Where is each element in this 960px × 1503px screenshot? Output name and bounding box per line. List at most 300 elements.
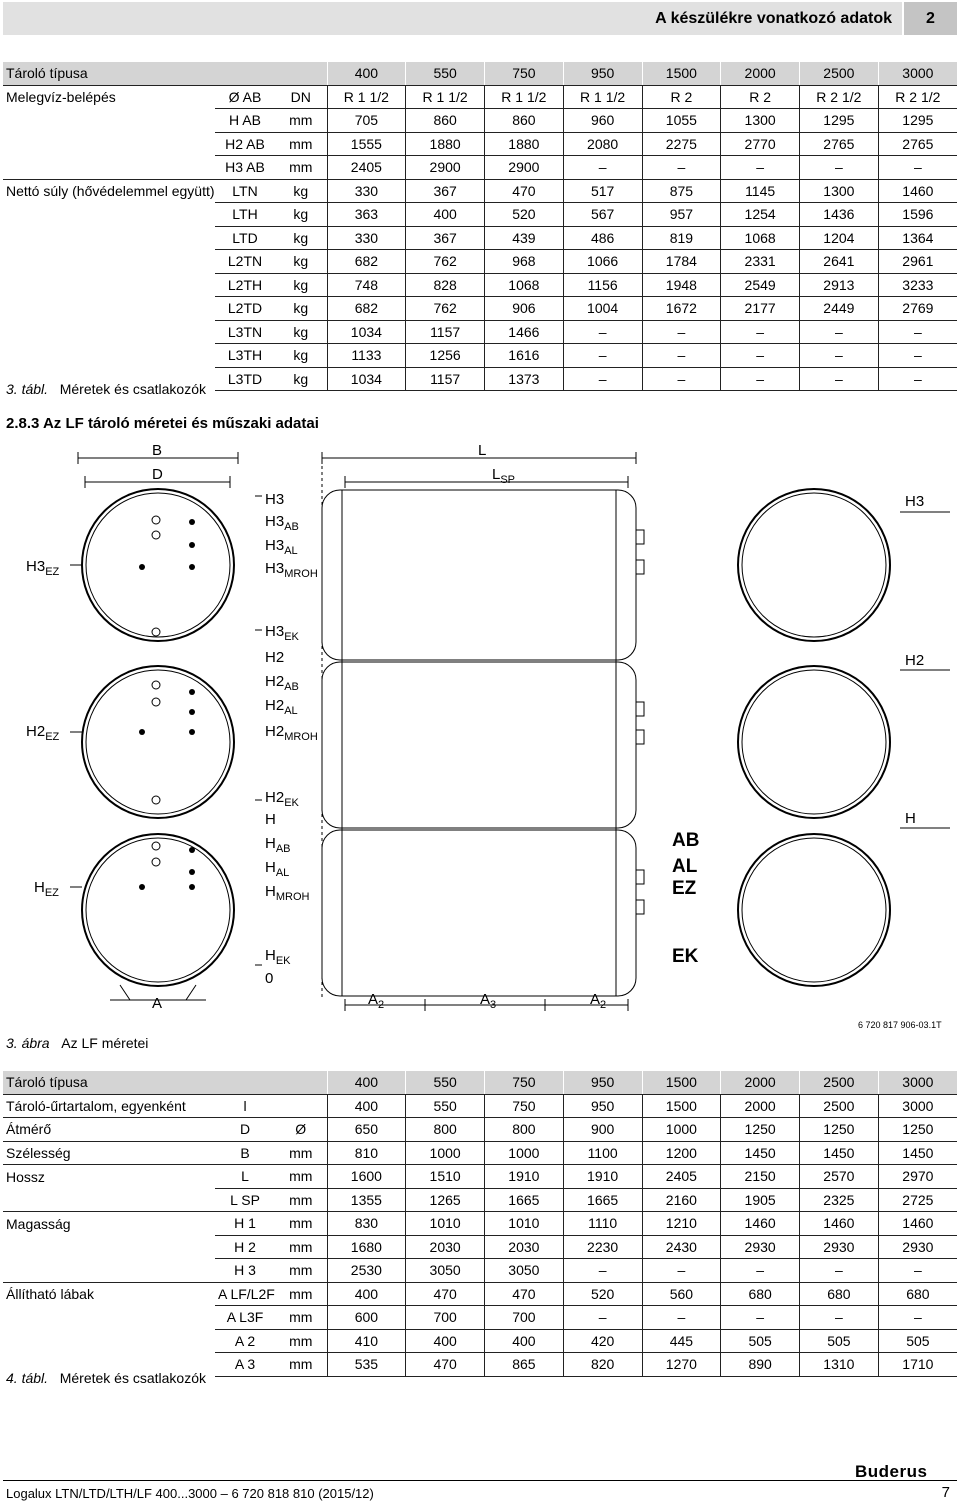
- cell-value: 2331: [721, 250, 800, 274]
- cell-value: 1460: [721, 1212, 800, 1236]
- cell-value: 1250: [721, 1118, 800, 1142]
- cell-value: –: [642, 320, 721, 344]
- cell-value: 680: [721, 1282, 800, 1306]
- cell-value: 1460: [878, 179, 957, 203]
- row-label: Hossz: [3, 1165, 215, 1189]
- row-symbol: L3TH: [215, 344, 275, 368]
- cell-value: R 2: [721, 85, 800, 109]
- label-h2ez: $H2_{EZ}$: [26, 723, 60, 743]
- table-row: [3, 1118, 957, 1142]
- cell-value: 400: [327, 1094, 406, 1118]
- row-unit: kg: [275, 226, 327, 250]
- cell-value: 2000: [721, 1094, 800, 1118]
- row-unit: kg: [275, 250, 327, 274]
- row-unit: mm: [275, 1259, 327, 1283]
- cell-value: 3233: [878, 273, 957, 297]
- cell-value: –: [642, 344, 721, 368]
- cell-value: 410: [327, 1329, 406, 1353]
- cell-value: 1068: [721, 226, 800, 250]
- cell-value: –: [878, 1306, 957, 1330]
- cell-value: 2160: [642, 1188, 721, 1212]
- header-type-value: 1500: [642, 62, 721, 85]
- label-h3ab: $H3_{AB}$: [265, 513, 299, 533]
- header-type-value: 550: [406, 1071, 485, 1094]
- header-type-value: 950: [563, 1071, 642, 1094]
- cell-value: 1295: [878, 109, 957, 133]
- cell-value: 505: [800, 1329, 879, 1353]
- cell-value: 470: [485, 179, 564, 203]
- cell-value: 2030: [485, 1235, 564, 1259]
- cell-value: 1157: [406, 320, 485, 344]
- label-side-ek: EK: [672, 946, 699, 967]
- cell-value: 420: [563, 1329, 642, 1353]
- cell-value: 1310: [800, 1353, 879, 1377]
- cell-value: –: [800, 344, 879, 368]
- figure-id: 6 720 817 906-03.1T: [858, 1020, 942, 1030]
- cell-value: –: [563, 367, 642, 391]
- row-unit: kg: [275, 297, 327, 321]
- table-row: [3, 297, 957, 321]
- cell-value: 1373: [485, 367, 564, 391]
- table-4-caption-number: 4. tábl.: [6, 1370, 49, 1386]
- cell-value: 2930: [721, 1235, 800, 1259]
- row-symbol: L3TD: [215, 367, 275, 391]
- table-3-caption-number: 3. tábl.: [6, 381, 49, 397]
- header-title: A készülékre vonatkozó adatok: [3, 2, 902, 35]
- cell-value: 1880: [485, 132, 564, 156]
- row-symbol: H 2: [215, 1235, 275, 1259]
- table-row: [3, 1094, 957, 1118]
- cell-value: 1910: [485, 1165, 564, 1189]
- row-unit: mm: [275, 1165, 327, 1189]
- row-label: [3, 344, 215, 368]
- cell-value: –: [721, 1306, 800, 1330]
- header-type-label: Tároló típusa: [3, 62, 327, 85]
- cell-value: 1555: [327, 132, 406, 156]
- cell-value: 1910: [563, 1165, 642, 1189]
- cell-value: 445: [642, 1329, 721, 1353]
- row-symbol: LTN: [215, 179, 275, 203]
- cell-value: 700: [406, 1306, 485, 1330]
- cell-value: 1364: [878, 226, 957, 250]
- cell-value: 762: [406, 250, 485, 274]
- table-4-dimensions: [3, 1071, 957, 1377]
- cell-value: 1450: [800, 1141, 879, 1165]
- cell-value: 330: [327, 179, 406, 203]
- row-symbol: H3 AB: [215, 156, 275, 180]
- row-unit: kg: [275, 203, 327, 227]
- table-row: [3, 109, 957, 133]
- cell-value: 2177: [721, 297, 800, 321]
- cell-value: 1295: [800, 109, 879, 133]
- cell-value: 1254: [721, 203, 800, 227]
- label-right-h3: H3: [905, 493, 925, 510]
- table-4-caption: [6, 1370, 206, 1386]
- label-side-al: AL: [672, 856, 698, 877]
- label-h3: H3: [265, 491, 285, 508]
- cell-value: –: [563, 320, 642, 344]
- cell-value: 1436: [800, 203, 879, 227]
- label-h: H: [265, 811, 276, 828]
- cell-value: 2405: [642, 1165, 721, 1189]
- cell-value: 400: [406, 1329, 485, 1353]
- cell-value: 1500: [642, 1094, 721, 1118]
- row-symbol: H 3: [215, 1259, 275, 1283]
- label-hek: $H_{EK}$: [265, 947, 291, 967]
- cell-value: –: [878, 1259, 957, 1283]
- cell-value: 1204: [800, 226, 879, 250]
- cell-value: 2325: [800, 1188, 879, 1212]
- table-row: [3, 250, 957, 274]
- cell-value: 1665: [563, 1188, 642, 1212]
- cell-value: 2961: [878, 250, 957, 274]
- table-row: [3, 1329, 957, 1353]
- row-label: [3, 1259, 215, 1283]
- label-b: B: [152, 442, 163, 459]
- cell-value: 2230: [563, 1235, 642, 1259]
- lf-dimensions-drawing: [0, 440, 960, 1020]
- cell-value: 2150: [721, 1165, 800, 1189]
- cell-value: 1145: [721, 179, 800, 203]
- label-d: D: [152, 466, 163, 483]
- header-type-value: 400: [327, 62, 406, 85]
- row-unit: mm: [275, 1212, 327, 1236]
- row-unit: DN: [275, 85, 327, 109]
- table-row: [3, 1188, 957, 1212]
- label-side-ez: EZ: [672, 878, 697, 899]
- row-label: [3, 320, 215, 344]
- cell-value: –: [800, 156, 879, 180]
- cell-value: 1055: [642, 109, 721, 133]
- row-label: Nettó súly (hővédelemmel együtt): [3, 179, 215, 203]
- row-symbol: B: [215, 1141, 275, 1165]
- cell-value: 2500: [800, 1094, 879, 1118]
- label-right-h: H: [905, 810, 916, 827]
- cell-value: 705: [327, 109, 406, 133]
- cell-value: 330: [327, 226, 406, 250]
- cell-value: 1355: [327, 1188, 406, 1212]
- cell-value: 2530: [327, 1259, 406, 1283]
- cell-value: 1300: [721, 109, 800, 133]
- cell-value: 3000: [878, 1094, 957, 1118]
- cell-value: 1880: [406, 132, 485, 156]
- cell-value: R 2 1/2: [878, 85, 957, 109]
- cell-value: 1672: [642, 297, 721, 321]
- section-title: 2.8.3 Az LF tároló méretei és műszaki adatai: [6, 415, 319, 432]
- table-row: [3, 1212, 957, 1236]
- table-row: [3, 1165, 957, 1189]
- cell-value: 2449: [800, 297, 879, 321]
- cell-value: 1010: [485, 1212, 564, 1236]
- table-row: [3, 1306, 957, 1330]
- header-type-value: 3000: [878, 62, 957, 85]
- row-unit: mm: [275, 1282, 327, 1306]
- row-symbol: D: [215, 1118, 275, 1142]
- cell-value: –: [721, 320, 800, 344]
- label-hab: $H_{AB}$: [265, 835, 291, 855]
- row-symbol: H 1: [215, 1212, 275, 1236]
- cell-value: 828: [406, 273, 485, 297]
- cell-value: 470: [406, 1353, 485, 1377]
- header-type-value: 2000: [721, 62, 800, 85]
- cell-value: 3050: [406, 1259, 485, 1283]
- row-unit: mm: [275, 1306, 327, 1330]
- cell-value: R 1 1/2: [327, 85, 406, 109]
- cell-value: 960: [563, 109, 642, 133]
- cell-value: R 1 1/2: [563, 85, 642, 109]
- row-label: [3, 132, 215, 156]
- row-unit: kg: [275, 179, 327, 203]
- row-unit: mm: [275, 1188, 327, 1212]
- cell-value: –: [800, 320, 879, 344]
- cell-value: 1784: [642, 250, 721, 274]
- cell-value: 1450: [721, 1141, 800, 1165]
- table-4-caption-text: Méretek és csatlakozók: [59, 1370, 206, 1386]
- label-h2mroh: $H2_{MROH}$: [265, 723, 318, 743]
- row-symbol: L: [215, 1165, 275, 1189]
- cell-value: –: [721, 156, 800, 180]
- cell-value: 700: [485, 1306, 564, 1330]
- table-row: [3, 132, 957, 156]
- cell-value: 550: [406, 1094, 485, 1118]
- cell-value: 875: [642, 179, 721, 203]
- row-symbol: A L3F: [215, 1306, 275, 1330]
- cell-value: –: [563, 1306, 642, 1330]
- cell-value: 2765: [878, 132, 957, 156]
- table-row: [3, 1141, 957, 1165]
- cell-value: 2765: [800, 132, 879, 156]
- figure-caption-text: Az LF méretei: [61, 1035, 149, 1051]
- cell-value: 950: [563, 1094, 642, 1118]
- row-symbol: H AB: [215, 109, 275, 133]
- label-h2: H2: [265, 649, 285, 666]
- header-type-value: 2000: [721, 1071, 800, 1094]
- header-type-value: 2500: [800, 62, 879, 85]
- label-lsp: $L_{SP}$: [492, 466, 516, 486]
- table-row: [3, 156, 957, 180]
- table-row: [3, 179, 957, 203]
- cell-value: 1300: [800, 179, 879, 203]
- cell-value: 1157: [406, 367, 485, 391]
- cell-value: 1710: [878, 1353, 957, 1377]
- table-3-caption: [6, 381, 206, 397]
- cell-value: 1250: [878, 1118, 957, 1142]
- row-label: [3, 297, 215, 321]
- cell-value: 505: [721, 1329, 800, 1353]
- label-hmroh: $H_{MROH}$: [265, 883, 310, 903]
- cell-value: 860: [406, 109, 485, 133]
- cell-value: 900: [563, 1118, 642, 1142]
- header-type-value: 750: [485, 1071, 564, 1094]
- header-type-value: 2500: [800, 1071, 879, 1094]
- cell-value: 2570: [800, 1165, 879, 1189]
- label-hal: $H_{AL}$: [265, 859, 290, 879]
- cell-value: 517: [563, 179, 642, 203]
- row-label: Szélesség: [3, 1141, 215, 1165]
- cell-value: 470: [485, 1282, 564, 1306]
- cell-value: 1156: [563, 273, 642, 297]
- cell-value: 560: [642, 1282, 721, 1306]
- cell-value: 860: [485, 109, 564, 133]
- cell-value: 535: [327, 1353, 406, 1377]
- cell-value: 439: [485, 226, 564, 250]
- cell-value: 1000: [485, 1141, 564, 1165]
- cell-value: 470: [406, 1282, 485, 1306]
- figure-caption: [6, 1035, 148, 1051]
- cell-value: 748: [327, 273, 406, 297]
- table-3-dimensions: [3, 62, 957, 391]
- cell-value: 2930: [878, 1235, 957, 1259]
- row-label: [3, 226, 215, 250]
- table-row: [3, 320, 957, 344]
- cell-value: 2900: [485, 156, 564, 180]
- cell-value: 2275: [642, 132, 721, 156]
- cell-value: 968: [485, 250, 564, 274]
- row-unit: mm: [275, 109, 327, 133]
- cell-value: 1510: [406, 1165, 485, 1189]
- table-header-row: [3, 1071, 957, 1094]
- row-symbol: L2TN: [215, 250, 275, 274]
- cell-value: 2725: [878, 1188, 957, 1212]
- label-h2al: $H2_{AL}$: [265, 697, 298, 717]
- cell-value: 820: [563, 1353, 642, 1377]
- header-type-value: 950: [563, 62, 642, 85]
- cell-value: –: [642, 156, 721, 180]
- cell-value: 1665: [485, 1188, 564, 1212]
- cell-value: R 2: [642, 85, 721, 109]
- cell-value: 819: [642, 226, 721, 250]
- cell-value: 1596: [878, 203, 957, 227]
- cell-value: 520: [563, 1282, 642, 1306]
- row-label: [3, 1306, 215, 1330]
- cell-value: –: [878, 344, 957, 368]
- cell-value: 1068: [485, 273, 564, 297]
- row-label: Állítható lábak: [3, 1282, 215, 1306]
- row-symbol: L3TN: [215, 320, 275, 344]
- cell-value: –: [563, 344, 642, 368]
- cell-value: 1004: [563, 297, 642, 321]
- cell-value: 2970: [878, 1165, 957, 1189]
- cell-value: 1000: [406, 1141, 485, 1165]
- row-symbol: A 2: [215, 1329, 275, 1353]
- table-row: [3, 344, 957, 368]
- table-row: [3, 226, 957, 250]
- cell-value: 1905: [721, 1188, 800, 1212]
- row-label: Átmérő: [3, 1118, 215, 1142]
- row-label: [3, 1235, 215, 1259]
- cell-value: 865: [485, 1353, 564, 1377]
- cell-value: –: [878, 367, 957, 391]
- cell-value: –: [721, 1259, 800, 1283]
- row-label: [3, 1188, 215, 1212]
- cell-value: 2641: [800, 250, 879, 274]
- cell-value: –: [563, 156, 642, 180]
- cell-value: 367: [406, 226, 485, 250]
- row-label: [3, 203, 215, 227]
- row-symbol: L SP: [215, 1188, 275, 1212]
- table-3-caption-text: Méretek és csatlakozók: [59, 381, 206, 397]
- cell-value: 1200: [642, 1141, 721, 1165]
- cell-value: 367: [406, 179, 485, 203]
- row-label: [3, 250, 215, 274]
- cell-value: 1034: [327, 320, 406, 344]
- cell-value: 1034: [327, 367, 406, 391]
- row-unit: kg: [275, 344, 327, 368]
- cell-value: 682: [327, 297, 406, 321]
- cell-value: 762: [406, 297, 485, 321]
- label-h2ek: $H2_{EK}$: [265, 789, 299, 809]
- cell-value: 1680: [327, 1235, 406, 1259]
- cell-value: 680: [800, 1282, 879, 1306]
- cell-value: 890: [721, 1353, 800, 1377]
- table-row: [3, 85, 957, 109]
- cell-value: 1010: [406, 1212, 485, 1236]
- cell-value: 2430: [642, 1235, 721, 1259]
- row-unit: mm: [275, 1141, 327, 1165]
- cell-value: 2913: [800, 273, 879, 297]
- cell-value: 1000: [642, 1118, 721, 1142]
- cell-value: 1948: [642, 273, 721, 297]
- cell-value: 800: [485, 1118, 564, 1142]
- row-label: [3, 1329, 215, 1353]
- cell-value: 1265: [406, 1188, 485, 1212]
- cell-value: 400: [485, 1329, 564, 1353]
- cell-value: –: [800, 1259, 879, 1283]
- row-symbol: L2TD: [215, 297, 275, 321]
- row-unit: [275, 1094, 327, 1118]
- cell-value: –: [721, 344, 800, 368]
- row-label: [3, 273, 215, 297]
- header-type-value: 3000: [878, 1071, 957, 1094]
- cell-value: 1270: [642, 1353, 721, 1377]
- footer-divider: [3, 1480, 957, 1481]
- row-label: [3, 156, 215, 180]
- cell-value: 1100: [563, 1141, 642, 1165]
- page-header: [3, 2, 957, 35]
- header-type-value: 550: [406, 62, 485, 85]
- row-unit: Ø: [275, 1118, 327, 1142]
- cell-value: 1616: [485, 344, 564, 368]
- cell-value: 567: [563, 203, 642, 227]
- cell-value: –: [642, 367, 721, 391]
- cell-value: –: [721, 367, 800, 391]
- label-h3ez: $H3_{EZ}$: [26, 558, 60, 578]
- row-symbol: l: [215, 1094, 275, 1118]
- row-unit: kg: [275, 320, 327, 344]
- cell-value: 680: [878, 1282, 957, 1306]
- header-page-number: 2: [904, 2, 957, 35]
- cell-value: 957: [642, 203, 721, 227]
- row-label: Tároló-űrtartalom, egyenként: [3, 1094, 215, 1118]
- table-header-row: [3, 62, 957, 85]
- cell-value: –: [800, 1306, 879, 1330]
- cell-value: 600: [327, 1306, 406, 1330]
- row-label: [3, 109, 215, 133]
- cell-value: 486: [563, 226, 642, 250]
- cell-value: 1066: [563, 250, 642, 274]
- cell-value: –: [800, 367, 879, 391]
- label-side-ab: AB: [672, 830, 700, 851]
- cell-value: 2030: [406, 1235, 485, 1259]
- cell-value: R 2 1/2: [800, 85, 879, 109]
- header-type-value: 750: [485, 62, 564, 85]
- row-label: Magasság: [3, 1212, 215, 1236]
- cell-value: 2900: [406, 156, 485, 180]
- cell-value: 1256: [406, 344, 485, 368]
- cell-value: 1450: [878, 1141, 957, 1165]
- cell-value: 1133: [327, 344, 406, 368]
- header-type-label: Tároló típusa: [3, 1071, 327, 1094]
